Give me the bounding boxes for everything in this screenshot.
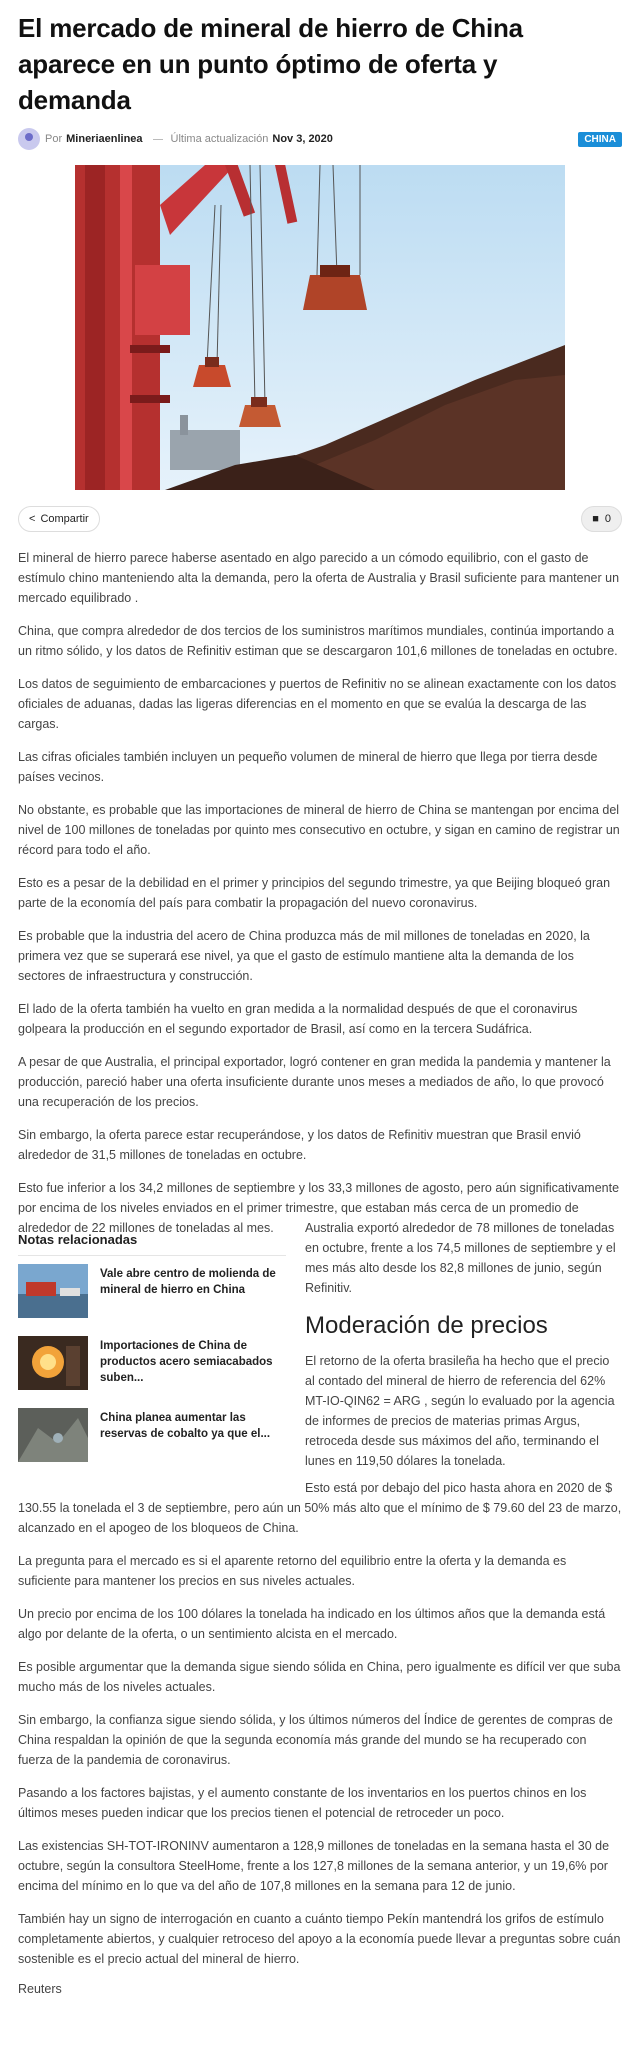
related-item[interactable] — [18, 1336, 286, 1408]
paragraph: No obstante, es probable que las importaciones de mineral de hierro de China se mantengan por encima del nivel de 100 millones de toneladas por quinto mes consecutivo en octubre, y sigan en camino de registrar un récord para todo el año. — [18, 803, 620, 857]
paragraph: Los datos de seguimiento de embarcaciones y puertos de Refinitiv no se alinean exactamente con los datos oficiales de aduanas, dadas las ligeras diferencias en el momento en que se evalúa la descarga de las cargas. — [18, 677, 617, 731]
share-icon: < — [29, 513, 36, 525]
paragraph: Las existencias SH-TOT-IRONINV aumentaron a 128,9 millones de toneladas en la semana hasta el 30 de octubre, según la consultora SteelHome, frente a los 127,8 millones de la semana anterior, y un 19,6% por encima del mínimo en lo que va del año de 107,8 millones en la semana para 12 de junio. — [18, 1839, 610, 1893]
article-title: El mercado de mineral de hierro de China aparece en un punto óptimo de oferta y demanda — [18, 13, 523, 115]
author-link[interactable]: Mineriaenlinea — [66, 133, 143, 145]
paragraph: Esto está por debajo del pico hasta ahora en 2020 de $ 130.55 la tonelada el 3 de septiembre, pero aún un 50% más alto que el mínimo de $ 79.60 del 23 de marzo, alcanzado en el apogeo de los bloqueos de China. — [18, 1481, 622, 1535]
related-heading: Notas relacionadas — [18, 1232, 286, 1256]
article-meta — [18, 127, 622, 151]
paragraph: Es probable que la industria del acero de China produzca más de mil millones de toneladas en 2020, la primera vez que se superará ese nivel, ya que el gasto de estímulo mantiene alta la demanda de los sectores de infraestructura y construcción. — [18, 929, 590, 983]
article-body-continued — [18, 1478, 622, 1996]
paragraph: Sin embargo, la confianza sigue siendo sólida, y los últimos números del Índice de gerentes de compras de China respaldan la opinión de que la segunda economía más grande del mundo se ha recuperado con fuerza de la pandemia de coronavirus. — [18, 1713, 613, 1767]
paragraph: Pasando a los factores bajistas, y el aumento constante de los inventarios en los puertos chinos en los últimos meses pueden indicar que los precios tienen el potencial de retroceder un poco. — [18, 1786, 587, 1820]
paragraph: Es posible argumentar que la demanda sigue siendo sólida en China, pero igualmente es difícil ver que suba mucho más de los niveles actuales. — [18, 1660, 621, 1694]
related-title[interactable]: Importaciones de China de productos acero semiacabados suben... — [100, 1340, 273, 1384]
share-label: Compartir — [40, 513, 89, 525]
share-row — [18, 506, 622, 532]
related-thumbnail[interactable] — [18, 1264, 88, 1318]
article-body — [18, 548, 622, 1251]
related-item[interactable] — [18, 1264, 286, 1336]
article-source: Reuters — [18, 1982, 62, 1996]
user-avatar-icon[interactable] — [18, 128, 40, 150]
paragraph: El lado de la oferta también ha vuelto en gran medida a la normalidad después de que el coronavirus golpeara la producción en el segundo exportador de Brasil, así como en la tercera Sudáfrica. — [18, 1002, 578, 1036]
subheading: Moderación de precios — [305, 1312, 548, 1339]
paragraph: Australia exportó alrededor de 78 millones de toneladas en octubre, frente a los 74,5 millones de septiembre y el mes más alto desde los 82,8 millones de junio, según Refinitiv. — [305, 1221, 616, 1295]
paragraph: La pregunta para el mercado es si el aparente retorno del equilibrio entre la oferta y la demanda es suficiente para mantener los precios en sus niveles actuales. — [18, 1554, 567, 1588]
meta-divider — [153, 139, 163, 140]
byline-prefix: Por — [45, 133, 63, 145]
hero-image — [75, 165, 565, 490]
related-item[interactable] — [18, 1408, 286, 1480]
related-title[interactable]: Vale abre centro de molienda de mineral de hierro en China — [100, 1268, 276, 1296]
comment-icon: ■ — [592, 513, 599, 525]
comments-count: 0 — [604, 513, 611, 525]
related-thumbnail[interactable] — [18, 1408, 88, 1462]
related-thumbnail[interactable] — [18, 1336, 88, 1390]
side-column — [305, 1218, 622, 1484]
paragraph: Sin embargo, la oferta parece estar recuperándose, y los datos de Refinitiv muestran que Brasil envió alrededor de 31,5 millones de toneladas en octubre. — [18, 1128, 581, 1162]
paragraph: El mineral de hierro parece haberse asentado en algo parecido a un cómodo equilibrio, con el gasto de estímulo chino manteniendo alta la demanda, pero la oferta de Australia y Brasil suficiente para mantener un mercado equilibrado . — [18, 551, 620, 605]
share-button[interactable] — [18, 506, 100, 532]
paragraph: Un precio por encima de los 100 dólares la tonelada ha indicado en los últimos años que la demanda está algo por delante de la oferta, o un sentimiento alcista en el mercado. — [18, 1607, 606, 1641]
comments-button[interactable] — [581, 506, 622, 532]
paragraph: Esto fue inferior a los 34,2 millones de septiembre y los 33,3 millones de agosto, pero aún significativamente por encima de los niveles enviados en el primer trimestre, que estaban más cerca de un promedio de alrededor de 22 millones de toneladas al mes. — [18, 1181, 620, 1235]
paragraph: A pesar de que Australia, el principal exportador, logró contener en gran medida la pandemia y mantener la producción, pareció haber una oferta insuficiente durante unos meses a mediados de año, lo que provocó una recuperación de los precios. — [18, 1055, 611, 1109]
paragraph: Las cifras oficiales también incluyen un pequeño volumen de mineral de hierro que llega por tierra desde países vecinos. — [18, 750, 598, 784]
updated-label: Última actualización — [170, 133, 269, 145]
related-title[interactable]: China planea aumentar las reservas de cobalto ya que el... — [100, 1412, 271, 1440]
paragraph: China, que compra alrededor de dos tercios de los suministros marítimos mundiales, continúa importando a un ritmo sólido, y los datos de Refinitiv estiman que se descargaron 101,6 millones de toneladas en octubre. — [18, 624, 618, 658]
related-notes — [18, 1232, 286, 1480]
paragraph: Esto es a pesar de la debilidad en el primer y principios del segundo trimestre, ya que Beijing bloqueó gran parte de la economía del país para combatir la propagación del nuevo coronavirus. — [18, 876, 611, 910]
paragraph: También hay un signo de interrogación en cuanto a cuánto tiempo Pekín mantendrá los grifos de estímulo completamente abiertos, y cualquier retroceso del apoyo a la economía puede llevar a preguntas sobre cuán sostenible es el precio actual del mineral de hierro. — [18, 1912, 621, 1966]
paragraph: El retorno de la oferta brasileña ha hecho que el precio al contado del mineral de hierro de referencia del 62% MT-IO-QIN62 = ARG , según lo evaluado por la agencia de informes de precios de materias primas Argus, retroceda desde sus máximos del año, terminando el lunes en 119,50 dólares la tonelada. — [305, 1354, 615, 1468]
category-badge[interactable]: CHINA — [578, 132, 622, 147]
updated-date: Nov 3, 2020 — [272, 133, 333, 145]
